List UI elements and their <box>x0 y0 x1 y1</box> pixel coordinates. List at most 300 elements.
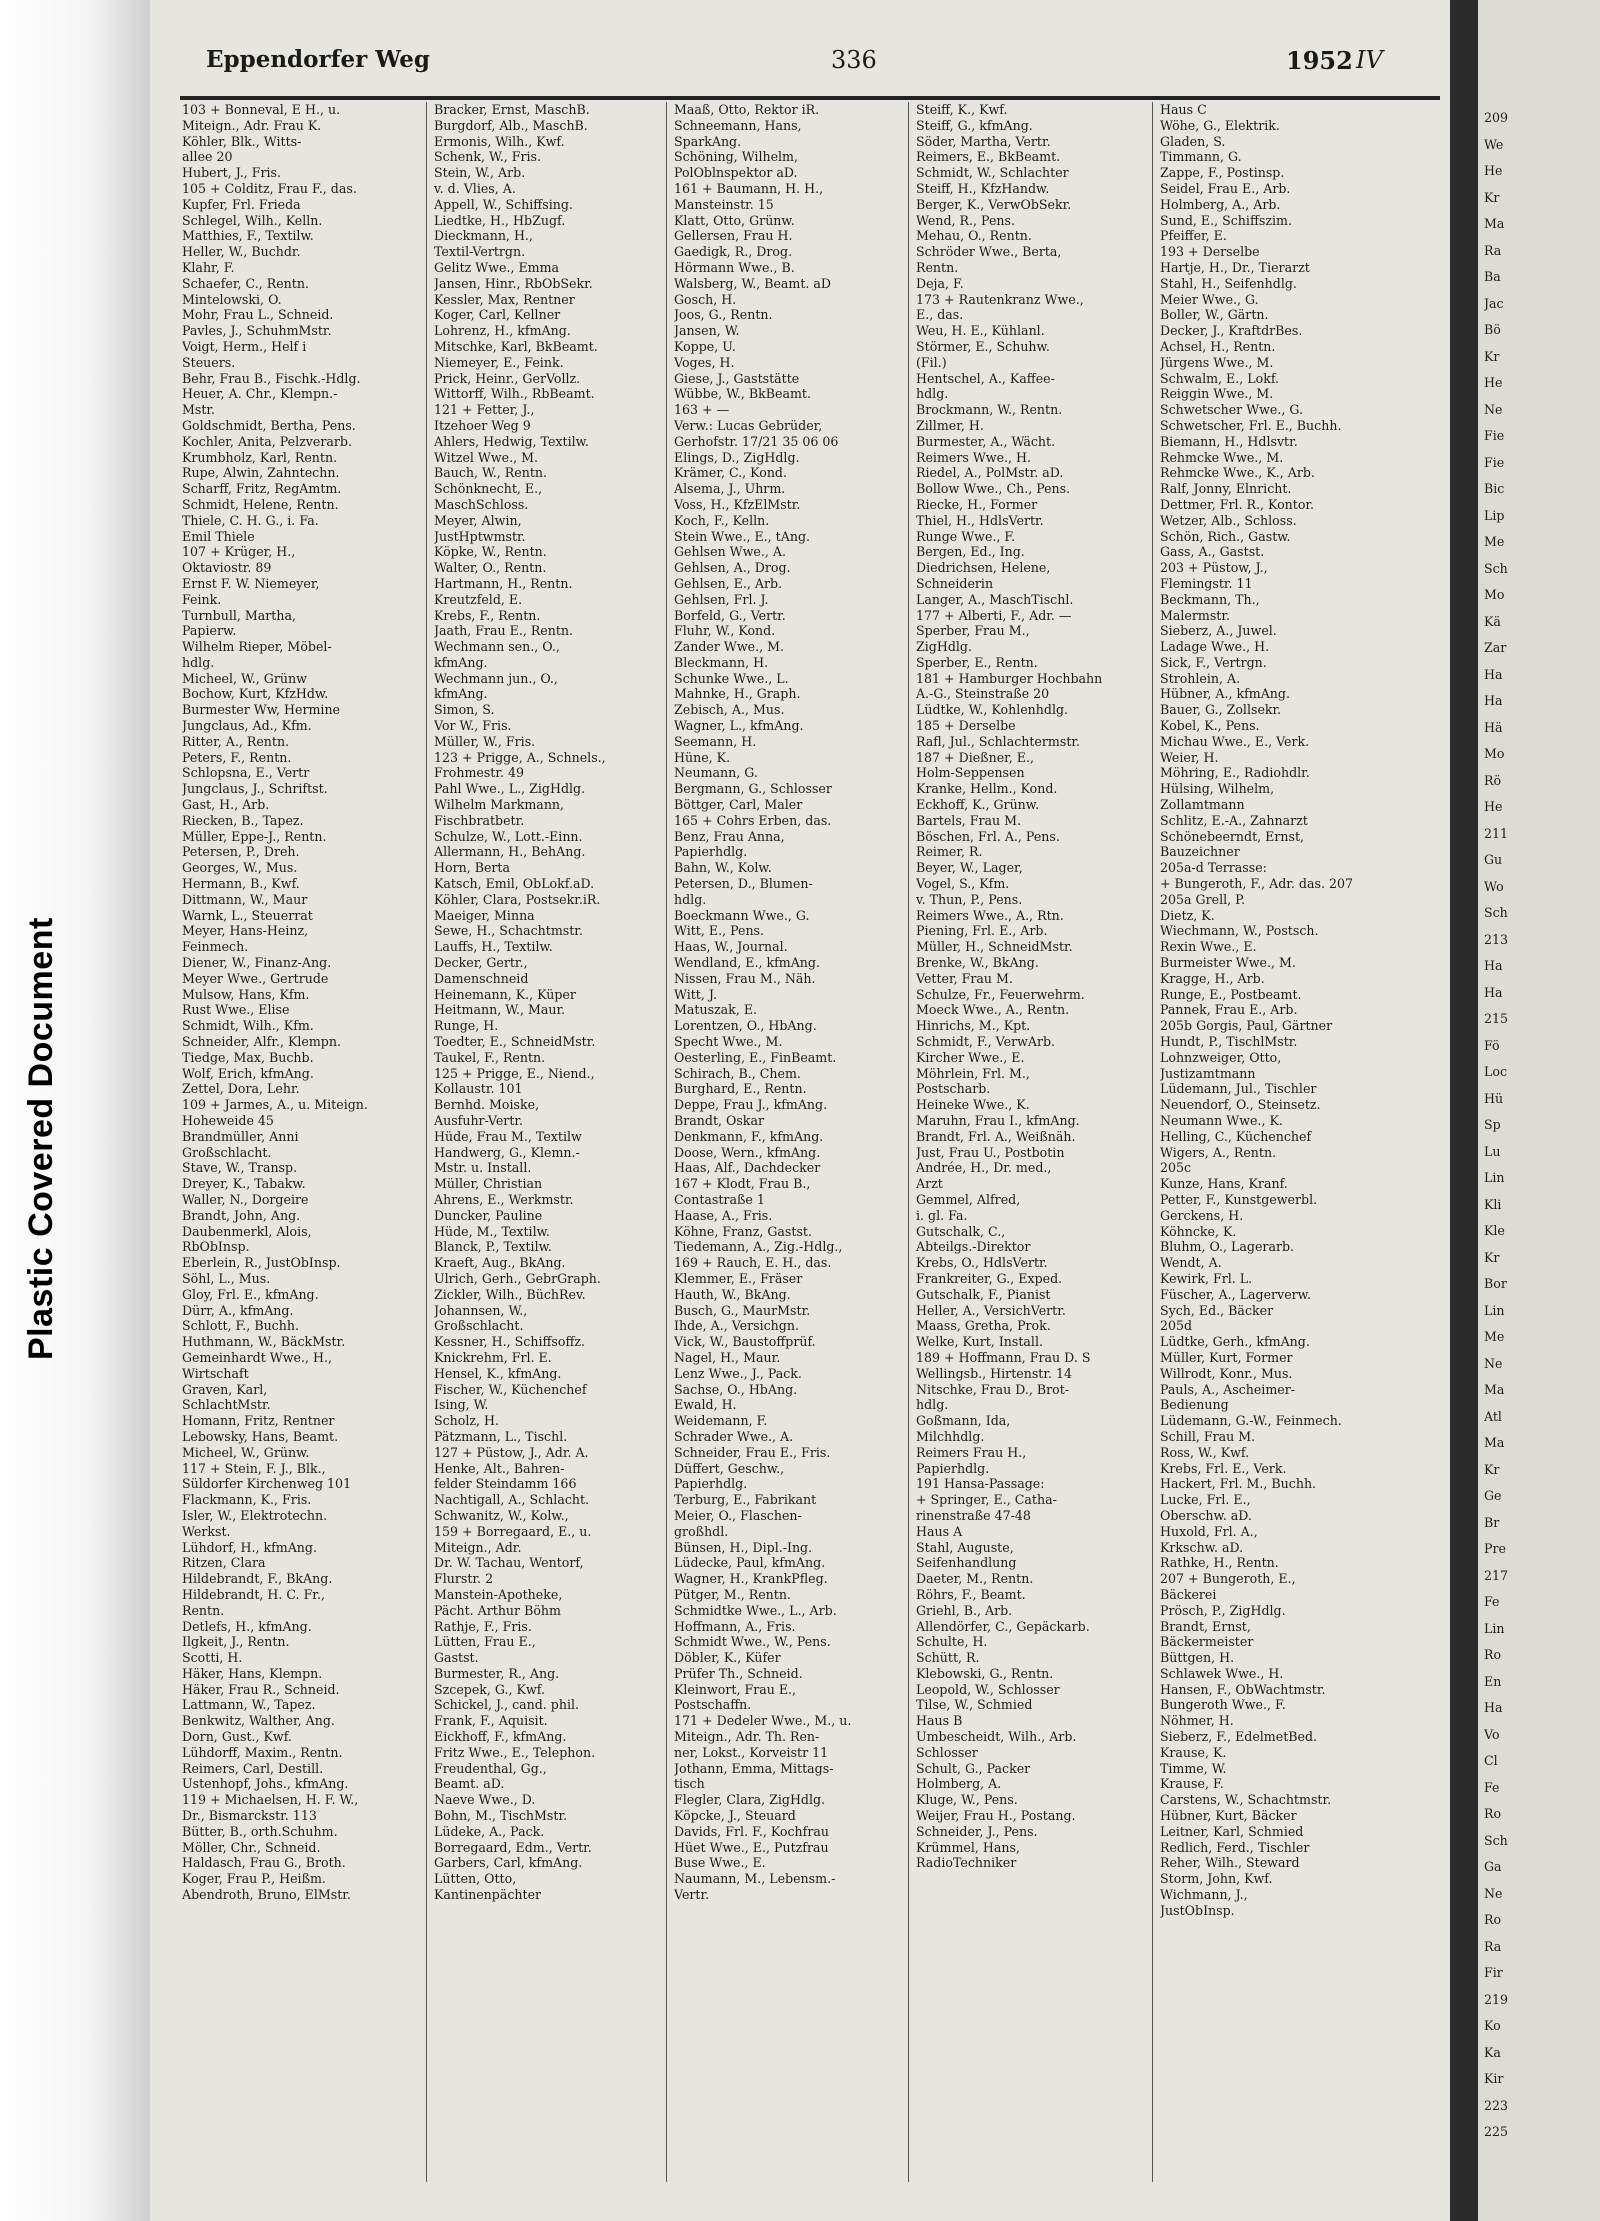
directory-entry: Tiedge, Max, Buchb. <box>182 1049 314 1065</box>
directory-entry: Hermann, B., Kwf. <box>182 876 300 892</box>
directory-entry: Leopold, W., Schlosser <box>916 1681 1060 1697</box>
directory-entry: Heller, W., Buchdr. <box>182 244 301 260</box>
directory-entry: Textil-Vertrgn. <box>434 244 526 260</box>
directory-entry: 177 + Alberti, F., Adr. — <box>916 607 1072 623</box>
directory-entry: Sieberz, F., EdelmetBed. <box>1160 1729 1318 1745</box>
directory-entry: + Springer, E., Catha- <box>916 1492 1057 1508</box>
directory-entry: Gehlsen Wwe., A. <box>674 544 786 560</box>
next-page-fragment: Bor <box>1484 1276 1507 1291</box>
directory-entry: Ahlers, Hedwig, Textilw. <box>434 433 589 449</box>
directory-entry: 191 Hansa-Passage: <box>916 1476 1045 1492</box>
directory-entry: Papierw. <box>182 623 237 639</box>
directory-entry: Willrodt, Konr., Mus. <box>1160 1365 1293 1381</box>
directory-entry: Emil Thiele <box>182 528 255 544</box>
directory-entry: Bernhd. Moiske, <box>434 1097 540 1113</box>
directory-entry: Lüdemann, G.-W., Feinmech. <box>1160 1413 1342 1429</box>
directory-entry: Hülsing, Wilhelm, <box>1160 781 1275 797</box>
directory-entry: Kantinenpächter <box>434 1887 542 1903</box>
directory-entry: Wöhe, G., Elektrik. <box>1160 117 1280 133</box>
directory-entry: Reiggin Wwe., M. <box>1160 386 1274 402</box>
directory-entry: Schickel, J., cand. phil. <box>434 1697 580 1713</box>
next-page-fragment: Fö <box>1484 1037 1500 1053</box>
directory-entry: Rexin Wwe., E. <box>1160 939 1257 955</box>
directory-entry: Schröder Wwe., Berta, <box>916 244 1062 260</box>
directory-entry: Giese, J., Gaststätte <box>674 370 800 386</box>
directory-entry: Appell, W., Schiffsing. <box>434 196 573 212</box>
directory-entry: Kranke, Hellm., Kond. <box>916 781 1058 797</box>
directory-entry: Möller, Chr., Schneid. <box>182 1839 321 1855</box>
directory-entry: Gastst. <box>434 1650 479 1666</box>
directory-entry: Brandt, Oskar <box>674 1113 764 1128</box>
directory-entry: Lebowsky, Hans, Beamt. <box>182 1428 339 1444</box>
directory-entry: Reimers, E., BkBeamt. <box>916 149 1061 165</box>
directory-entry: Frank, F., Aquisit. <box>434 1713 548 1729</box>
directory-entry: Weijer, Frau H., Postang. <box>916 1808 1076 1824</box>
directory-entry: Horn, Berta <box>434 860 510 876</box>
directory-entry: Flackmann, K., Fris. <box>182 1492 312 1508</box>
directory-entry: Müller, H., SchneidMstr. <box>916 939 1073 955</box>
directory-entry: Riecken, B., Tapez. <box>182 812 304 828</box>
directory-entry: Gehlsen, Frl. J. <box>674 591 769 607</box>
directory-entry: Schlott, F., Buchh. <box>182 1318 299 1334</box>
directory-entry: Wilhelm Markmann, <box>434 797 565 813</box>
directory-entry: Rentn. <box>182 1602 225 1618</box>
directory-entry: Müller, Kurt, Former <box>1160 1349 1293 1365</box>
directory-entry: Wend, R., Pens. <box>916 212 1015 228</box>
directory-entry: Flegler, Clara, ZigHdlg. <box>674 1792 826 1808</box>
directory-entry: Vetter, Frau M. <box>916 970 1013 986</box>
directory-entry: Schlegel, Wilh., Kelln. <box>182 212 323 228</box>
directory-entry: Helling, C., Küchenchef <box>1160 1128 1312 1144</box>
directory-entry: Köhler, Blk., Witts- <box>182 133 302 149</box>
directory-entry: Bergen, Ed., Ing. <box>916 544 1025 560</box>
directory-entry: Verw.: Lucas Gebrüder, <box>674 417 823 433</box>
next-page-fragment: Ra <box>1484 1938 1502 1954</box>
directory-entry: Nachtigall, A., Schlacht. <box>434 1492 590 1508</box>
directory-entry: Krumbholz, Karl, Rentn. <box>182 449 338 465</box>
directory-entry: MaschSchloss. <box>434 496 529 512</box>
directory-entry: Garbers, Carl, kfmAng. <box>434 1855 583 1871</box>
directory-entry: 167 + Klodt, Frau B., <box>674 1176 811 1192</box>
directory-entry: Isler, W., Elektrotechn. <box>182 1507 328 1523</box>
directory-entry: Gosch, H. <box>674 291 737 307</box>
directory-entry: Brandt, Frl. A., Weißnäh. <box>916 1128 1076 1144</box>
directory-entry: Rafl, Jul., Schlachtermstr. <box>916 733 1081 749</box>
directory-entry: Beamt. aD. <box>434 1776 505 1792</box>
directory-entry: 161 + Baumann, H. H., <box>674 180 824 196</box>
directory-entry: Oesterling, E., FinBeamt. <box>674 1049 837 1065</box>
directory-entry: Duncker, Pauline <box>434 1207 543 1223</box>
sidebar-label: Plastic Covered Document <box>22 917 60 1360</box>
directory-entry: Schult, G., Packer <box>916 1760 1031 1776</box>
directory-entry: Dietz, K. <box>1160 907 1215 923</box>
directory-entry: Sperber, E., Rentn. <box>916 654 1038 670</box>
directory-entry: Hörmann Wwe., B. <box>674 259 795 275</box>
directory-entry: Müller, Eppe-J., Rentn. <box>182 828 327 844</box>
directory-entry: Burmeister Wwe., M. <box>1160 955 1296 971</box>
directory-entry: Bleckmann, H. <box>674 654 769 670</box>
directory-entry: Dr., Bismarckstr. 113 <box>182 1808 317 1824</box>
directory-entry: ner, Lokst., Korveistr 11 <box>674 1744 829 1760</box>
directory-entry: Micheel, W., Grünw <box>182 670 307 686</box>
directory-entry: Simon, S. <box>434 702 495 718</box>
directory-entry: Hentschel, A., Kaffee- <box>916 370 1055 386</box>
next-page-fragment: Ba <box>1484 269 1501 284</box>
directory-entry: Burghard, E., Rentn. <box>674 1081 807 1097</box>
directory-entry: 193 + Derselbe <box>1160 244 1260 260</box>
directory-entry: Prüfer Th., Schneid. <box>674 1665 803 1681</box>
directory-entry: Bartels, Frau M. <box>916 812 1022 828</box>
directory-entry: RadioTechniker <box>916 1855 1017 1871</box>
directory-entry: felder Steindamm 166 <box>434 1476 577 1492</box>
directory-entry: Abteilgs.-Direktor <box>916 1239 1031 1255</box>
directory-entry: Wirtschaft <box>182 1365 249 1381</box>
directory-entry: Itzehoer Weg 9 <box>434 417 531 433</box>
directory-entry: Riedel, A., PolMstr. aD. <box>916 465 1064 481</box>
directory-entry: Gladen, S. <box>1160 133 1226 149</box>
directory-entry: 173 + Rautenkranz Wwe., <box>916 291 1084 307</box>
directory-entry: Decker, Gertr., <box>434 955 528 971</box>
directory-entry: Matuszak, E. <box>674 1002 758 1018</box>
directory-entry: Schlopsna, E., Vertr <box>182 765 310 781</box>
directory-entry: Bauer, G., Zollsekr. <box>1160 702 1282 718</box>
next-page-fragment: Ma <box>1484 1435 1505 1450</box>
directory-entry: Söder, Martha, Vertr. <box>916 133 1051 149</box>
directory-entry: Johannsen, W., <box>434 1302 528 1318</box>
directory-entry: Justizamtmann <box>1160 1065 1256 1081</box>
next-page-fragment: Ka <box>1484 2044 1501 2060</box>
directory-entry: Jürgens Wwe., M. <box>1160 354 1274 370</box>
directory-entry: Schlitz, E.-A., Zahnarzt <box>1160 812 1308 828</box>
directory-entry: Sperber, Frau M., <box>916 623 1030 639</box>
directory-entry: Reimers Wwe., H. <box>916 449 1032 465</box>
directory-entry: Allendörfer, C., Gepäckarb. <box>916 1618 1090 1634</box>
directory-entry: Bauzeichner <box>1160 844 1240 860</box>
next-page-fragment: Bic <box>1484 481 1505 496</box>
directory-entry: Zander Wwe., M. <box>674 639 784 655</box>
directory-entry: Steiff, G., kfmAng. <box>916 117 1033 133</box>
directory-entry: Schönebeerndt, Ernst, <box>1160 828 1305 844</box>
directory-entry: Koppe, U. <box>674 338 736 354</box>
directory-entry: Lühdorf, H., kfmAng. <box>182 1539 317 1555</box>
directory-entry: Haldasch, Frau G., Broth. <box>182 1855 346 1871</box>
page-header <box>206 46 1446 86</box>
directory-entry: Detlefs, H., kfmAng. <box>182 1618 312 1634</box>
directory-entry: Böttger, Carl, Maler <box>674 797 803 813</box>
directory-entry: Rehmcke Wwe., M. <box>1160 449 1284 465</box>
directory-entry: Diener, W., Finanz-Ang. <box>182 955 332 971</box>
directory-entry: Ritzen, Clara <box>182 1555 266 1571</box>
directory-entry: Ulrich, Gerh., GebrGraph. <box>434 1270 601 1286</box>
directory-entry: Gemeinhardt Wwe., H., <box>182 1349 332 1365</box>
next-page-fragment: Jac <box>1484 295 1504 311</box>
directory-entry: Neumann, G. <box>674 765 758 781</box>
directory-entry: Papierhdlg. <box>674 844 748 860</box>
directory-entry: Haus B <box>916 1713 963 1729</box>
directory-entry: Nissen, Frau M., Näh. <box>674 970 816 986</box>
directory-entry: Fischbratbetr. <box>434 812 525 828</box>
directory-entry: Hauth, W., BkAng. <box>674 1286 791 1302</box>
next-page-fragment: Hä <box>1484 719 1503 735</box>
directory-entry: Kircher Wwe., E. <box>916 1049 1025 1065</box>
directory-entry: Holmberg, A., Arb. <box>1160 196 1281 212</box>
directory-entry: Alsema, J., Uhrm. <box>674 481 786 497</box>
directory-entry: Köpcke, J., Steuard <box>674 1808 796 1824</box>
directory-entry: Büttgen, H. <box>1160 1650 1235 1666</box>
directory-entry: Häker, Frau R., Schneid. <box>182 1681 340 1697</box>
directory-entry: Ahrens, E., Werkmstr. <box>434 1191 574 1207</box>
directory-entry: Schwalm, E., Lokf. <box>1160 370 1280 386</box>
directory-entry: Seifenhandlung <box>916 1555 1017 1571</box>
directory-entry: Knickrehm, Frl. E. <box>434 1349 552 1365</box>
directory-entry: Daeter, M., Rentn. <box>916 1571 1034 1587</box>
directory-entry: Hoffmann, A., Fris. <box>674 1618 796 1634</box>
directory-entry: Rust Wwe., Elise <box>182 1002 290 1018</box>
directory-entry: 119 + Michaelsen, H. F. W., <box>182 1792 359 1808</box>
directory-entry: Dorn, Gust., Kwf. <box>182 1729 292 1745</box>
directory-entry: Sieberz, A., Juwel. <box>1160 623 1277 639</box>
directory-entry: Häker, Hans, Klempn. <box>182 1665 323 1681</box>
directory-entry: Schmidt Wwe., W., Pens. <box>674 1634 831 1650</box>
directory-entry: Schenk, W., Fris. <box>434 149 541 165</box>
page-number: 336 <box>831 46 877 74</box>
directory-entry: Jansen, Hinr., RbObSekr. <box>434 275 593 291</box>
directory-entry: Burgdorf, Alb., MaschB. <box>434 117 588 133</box>
directory-entry: Schwetscher, Frl. E., Buchh. <box>1160 417 1342 433</box>
directory-entry: Schwetscher Wwe., G. <box>1160 402 1303 418</box>
next-page-fragment: He <box>1484 799 1503 814</box>
directory-entry: Dürr, A., kfmAng. <box>182 1302 294 1318</box>
next-page-fragment: Ha <box>1484 958 1503 973</box>
directory-entry: Zappe, F., Postinsp. <box>1160 165 1285 181</box>
directory-entry: Lauffs, H., Textilw. <box>434 939 553 955</box>
column-divider <box>908 102 909 2182</box>
directory-entry: Witzel Wwe., M. <box>434 449 539 465</box>
directory-entry: Störmer, E., Schuhw. <box>916 338 1050 354</box>
next-page-fragment: En <box>1484 1673 1502 1689</box>
directory-entry: Bäckerei <box>1160 1586 1217 1602</box>
directory-entry: kfmAng. <box>434 686 488 702</box>
directory-entry: Rathke, H., Rentn. <box>1160 1555 1279 1571</box>
directory-entry: Meyer Wwe., Gertrude <box>182 970 329 986</box>
next-page-fragment: 223 <box>1484 2097 1509 2113</box>
directory-entry: Mstr. u. Install. <box>434 1160 532 1176</box>
directory-entry: 203 + Püstow, J., <box>1160 560 1268 576</box>
directory-entry: Graven, Karl, <box>182 1381 268 1397</box>
directory-entry: Eberlein, R., JustObInsp. <box>182 1255 341 1271</box>
directory-entry: Großschlacht. <box>182 1144 272 1160</box>
next-page-fragment: He <box>1484 163 1503 178</box>
next-page-fragment: Kä <box>1484 613 1501 629</box>
directory-entry: Koger, Frau P., Heißm. <box>182 1871 326 1887</box>
directory-entry: Gelitz Wwe., Emma <box>434 259 560 275</box>
directory-entry: Peters, F., Rentn. <box>182 749 292 765</box>
directory-entry: Schunke Wwe., L. <box>674 670 789 686</box>
directory-entry: Holm-Seppensen <box>916 765 1025 781</box>
directory-entry: 163 + — <box>674 402 730 418</box>
directory-entry: Deja, F. <box>916 275 964 291</box>
directory-entry: Süldorfer Kirchenweg 101 <box>182 1476 352 1492</box>
directory-entry: Scholz, H. <box>434 1413 500 1429</box>
directory-entry: Gutschalk, F., Pianist <box>916 1286 1051 1302</box>
directory-entry: Haase, A., Fris. <box>674 1207 773 1223</box>
directory-entry: Pannek, Frau E., Arb. <box>1160 1002 1298 1018</box>
next-page-fragment: He <box>1484 375 1503 390</box>
directory-entry: Ross, W., Kwf. <box>1160 1444 1250 1460</box>
directory-entry: Terburg, E., Fabrikant <box>674 1492 817 1508</box>
directory-entry: Wendt, A. <box>1160 1255 1222 1271</box>
directory-entry: Zillmer, H. <box>916 417 984 433</box>
directory-entry: Maeiger, Minna <box>434 907 535 923</box>
directory-entry: Steuers. <box>182 354 236 370</box>
directory-entry: Sick, F., Vertrgn. <box>1160 654 1267 670</box>
directory-entry: Heller, A., VersichVertr. <box>916 1302 1066 1318</box>
directory-entry: Frankreiter, G., Exped. <box>916 1270 1063 1286</box>
next-page-fragment: Rö <box>1484 772 1502 788</box>
directory-entry: Vick, W., Baustoffprüf. <box>674 1334 816 1350</box>
next-page-fragment: Kr <box>1484 189 1500 205</box>
directory-entry: Meier Wwe., G. <box>1160 291 1259 307</box>
directory-entry: Walsberg, W., Beamt. aD <box>674 275 832 291</box>
directory-entry: allee 20 <box>182 149 233 165</box>
directory-entry: E., das. <box>916 307 964 323</box>
directory-page <box>150 0 1450 2221</box>
directory-entry: Gerckens, H. <box>1160 1207 1244 1223</box>
next-page-fragment: 209 <box>1484 110 1509 125</box>
directory-entry: Werkst. <box>182 1523 231 1539</box>
next-page-fragment: Ro <box>1484 1647 1502 1662</box>
directory-entry: Moeck Wwe., A., Rentn. <box>916 1002 1070 1018</box>
next-page-fragment: Ha <box>1484 666 1503 682</box>
directory-entry: Jungclaus, Ad., Kfm. <box>182 718 312 734</box>
directory-entry: Wechmann sen., O., <box>434 639 560 655</box>
directory-entry: Hildebrandt, F., BkAng. <box>182 1571 333 1587</box>
directory-entry: Bungeroth Wwe., F. <box>1160 1697 1286 1713</box>
directory-entry: Lühdorff, Maxim., Rentn. <box>182 1744 343 1760</box>
directory-entry: hdlg. <box>916 386 949 402</box>
directory-entry: Schönknecht, E., <box>434 481 543 497</box>
directory-entry: Wagner, L., kfmAng. <box>674 718 804 734</box>
directory-entry: Dr. W. Tachau, Wentorf, <box>434 1555 584 1571</box>
next-page-fragment: Fe <box>1484 1594 1500 1609</box>
directory-entry: Flemingstr. 11 <box>1160 575 1253 591</box>
directory-entry: Mintelowski, O. <box>182 291 282 307</box>
directory-entry: Denkmann, F., kfmAng. <box>674 1128 824 1144</box>
directory-entry: Großschlacht. <box>434 1318 524 1334</box>
directory-entry: Hüde, Frau M., Textilw <box>434 1128 582 1144</box>
directory-entry: Beyer, W., Lager, <box>916 860 1023 876</box>
directory-entry: Riecke, H., Former <box>916 496 1038 512</box>
directory-entry: Feinmech. <box>182 939 249 955</box>
directory-entry: Jungclaus, J., Schriftst. <box>182 781 328 797</box>
directory-entry: rinenstraße 47-48 <box>916 1507 1031 1523</box>
directory-entry: Hubert, J., Fris. <box>182 165 282 181</box>
directory-entry: Döbler, K., Küfer <box>674 1650 781 1666</box>
directory-entry: Redlich, Ferd., Tischler <box>1160 1839 1310 1855</box>
directory-entry: Hüne, K. <box>674 749 731 765</box>
directory-entry: Schneider, J., Pens. <box>916 1823 1038 1839</box>
directory-entry: Mansteinstr. 15 <box>674 196 774 212</box>
directory-entry: Gloy, Frl. E., kfmAng. <box>182 1286 319 1302</box>
directory-entry: Rehmcke Wwe., K., Arb. <box>1160 465 1315 481</box>
directory-entry: Thiel, H., HdlsVertr. <box>916 512 1044 528</box>
directory-entry: Strohlein, A. <box>1160 670 1241 686</box>
directory-entry: Krümmel, Hans, <box>916 1839 1020 1855</box>
directory-entry: 109 + Jarmes, A., u. Miteign. <box>182 1097 368 1113</box>
directory-entry: Scharff, Fritz, RegAmtm. <box>182 481 342 497</box>
directory-entry: Schill, Frau M. <box>1160 1428 1256 1444</box>
directory-entry: Diedrichsen, Helene, <box>916 560 1051 576</box>
directory-entry: Weu, H. E., Kühlanl. <box>916 323 1045 339</box>
directory-entry: Taukel, F., Rentn. <box>434 1049 546 1065</box>
directory-entry: 205d <box>1160 1318 1193 1334</box>
directory-entry: Kessler, Max, Rentner <box>434 291 575 307</box>
next-page-fragment: Me <box>1484 1329 1505 1344</box>
directory-entry: Beckmann, Th., <box>1160 591 1260 607</box>
directory-entry: Schaefer, C., Rentn. <box>182 275 309 291</box>
directory-entry: Hüde, M., Textilw. <box>434 1223 550 1239</box>
directory-entry: Storm, John, Kwf. <box>1160 1871 1273 1887</box>
directory-entry: Schulte, H. <box>916 1634 988 1650</box>
directory-entry: Scotti, H. <box>182 1650 243 1666</box>
directory-entry: Maass, Gretha, Prok. <box>916 1318 1051 1334</box>
next-page-fragments <box>1484 110 1508 2151</box>
directory-entry: Griehl, B., Arb. <box>916 1602 1013 1618</box>
directory-entry: Heitmann, W., Maur. <box>434 1002 566 1018</box>
directory-entry: Milchhdlg. <box>916 1428 985 1444</box>
directory-entry: Vertr. <box>674 1887 710 1903</box>
directory-entry: Hildebrandt, H. C. Fr., <box>182 1586 325 1602</box>
directory-entry: Warnk, L., Steuerrat <box>182 907 313 923</box>
next-page-fragment: Ma <box>1484 1382 1505 1397</box>
next-page-fragment: Lu <box>1484 1143 1501 1159</box>
directory-entry: Krause, K. <box>1160 1744 1227 1760</box>
directory-entry: RbObInsp. <box>182 1239 250 1255</box>
column-3 <box>674 102 904 2182</box>
directory-entry: (Fil.) <box>916 354 947 370</box>
directory-entry: Hundt, P., TischlMstr. <box>1160 1034 1298 1050</box>
directory-entry: Steiff, K., Kwf. <box>916 102 1008 117</box>
directory-entry: Maaß, Otto, Rektor iR. <box>674 102 820 117</box>
directory-entry: Carstens, W., Schachtmstr. <box>1160 1792 1332 1808</box>
directory-entry: Kluge, W., Pens. <box>916 1792 1018 1808</box>
next-page-fragment: Lin <box>1484 1620 1505 1636</box>
directory-entry: Ewald, H. <box>674 1397 737 1413</box>
directory-entry: Krebs, F., Rentn. <box>434 607 541 623</box>
directory-entry: Jaath, Frau E., Rentn. <box>434 623 574 639</box>
directory-entry: Schmidt, Wilh., Kfm. <box>182 1018 314 1034</box>
next-page-fragment: 213 <box>1484 931 1509 947</box>
directory-entry: Wechmann jun., O., <box>434 670 558 686</box>
directory-entry: Hansen, F., ObWachtmstr. <box>1160 1681 1326 1697</box>
directory-entry: Köpke, W., Rentn. <box>434 544 547 560</box>
directory-entry: SchlachtMstr. <box>182 1397 271 1413</box>
directory-entry: Mahnke, H., Graph. <box>674 686 801 702</box>
directory-entry: Klemmer, E., Fräser <box>674 1270 803 1286</box>
next-page-fragment: Ne <box>1484 1885 1503 1901</box>
directory-entry: Kraeft, Aug., BkAng. <box>434 1255 566 1271</box>
directory-entry: Wilhelm Rieper, Möbel- <box>182 639 332 655</box>
directory-entry: Frohmestr. 49 <box>434 765 525 781</box>
next-page-fragment: We <box>1484 136 1504 152</box>
directory-entry: kfmAng. <box>434 654 488 670</box>
directory-entry: Lucke, Frl. E., <box>1160 1492 1251 1508</box>
directory-entry: 185 + Derselbe <box>916 718 1016 734</box>
directory-entry: Pahl Wwe., L., ZigHdlg. <box>434 781 586 797</box>
directory-entry: Lüdemann, Jul., Tischler <box>1160 1081 1317 1097</box>
directory-entry: Nöhmer, H. <box>1160 1713 1234 1729</box>
next-page-fragment: Cl <box>1484 1753 1498 1768</box>
